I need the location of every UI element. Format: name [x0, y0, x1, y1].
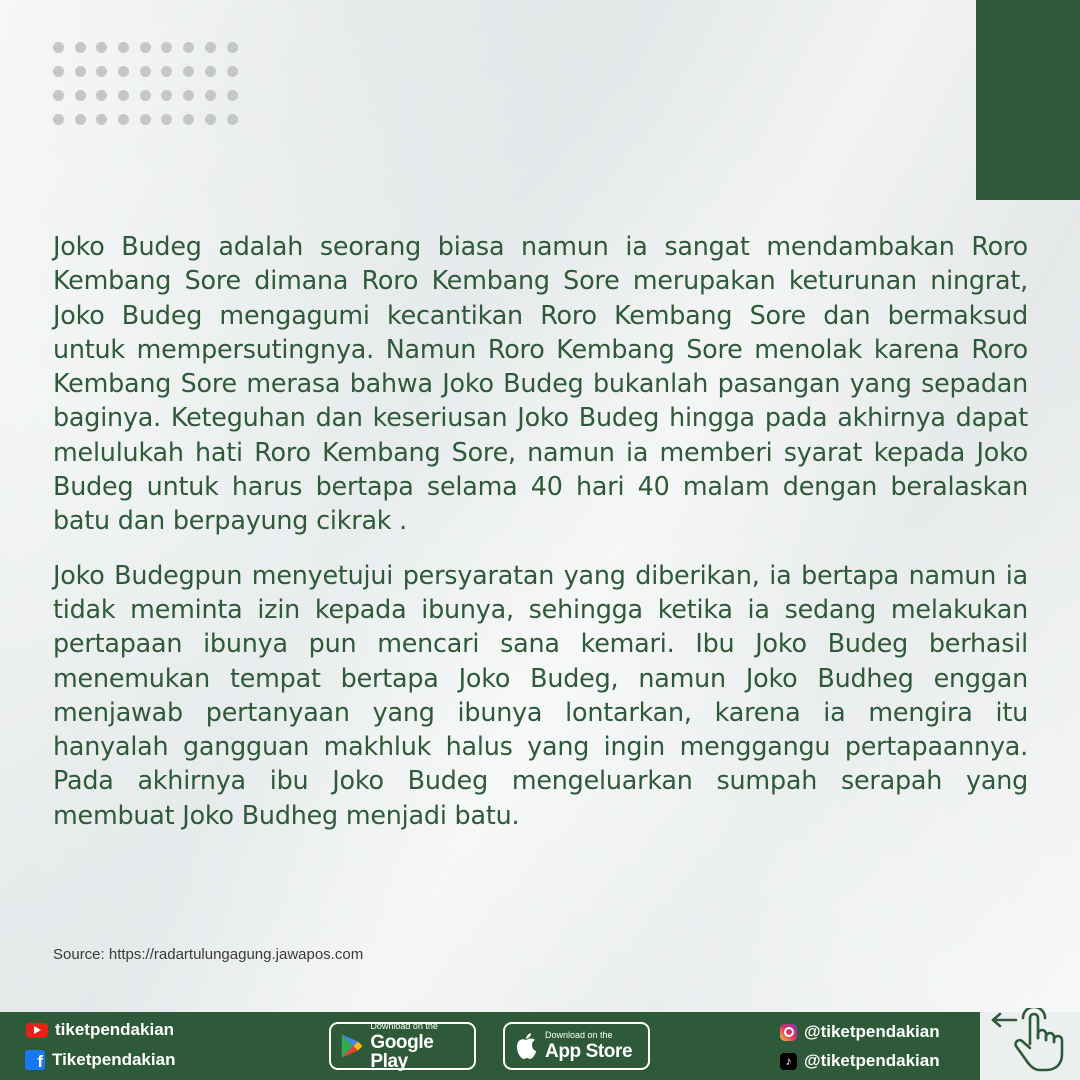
apple-icon — [514, 1032, 538, 1060]
dot — [96, 114, 107, 125]
instagram-handle: @tiketpendakian — [804, 1022, 940, 1041]
facebook-handle: Tiketpendakian — [52, 1050, 176, 1069]
dot — [118, 114, 129, 125]
tiktok-link[interactable] — [780, 1051, 940, 1071]
youtube-icon — [26, 1023, 48, 1038]
youtube-link[interactable] — [26, 1020, 174, 1040]
google-play-subtitle: Download on the — [370, 1020, 438, 1031]
dot — [227, 66, 238, 77]
dot — [183, 42, 194, 53]
tiktok-icon: ♪ — [780, 1053, 797, 1070]
dot — [161, 66, 172, 77]
decorative-dot-grid — [53, 42, 238, 125]
dot — [96, 42, 107, 53]
dot — [96, 90, 107, 101]
dot — [53, 42, 64, 53]
dot — [205, 90, 216, 101]
corner-accent-block — [976, 0, 1080, 200]
dot — [75, 66, 86, 77]
google-play-title: Google Play — [370, 1031, 434, 1072]
dot — [118, 66, 129, 77]
article-body — [53, 229, 1028, 832]
dot — [205, 42, 216, 53]
dot — [140, 66, 151, 77]
dot — [161, 114, 172, 125]
dot — [183, 66, 194, 77]
dot — [140, 90, 151, 101]
dot — [118, 42, 129, 53]
dot — [227, 42, 238, 53]
swipe-hand-icon — [990, 1008, 1066, 1072]
instagram-icon — [780, 1024, 797, 1041]
facebook-icon: f — [25, 1050, 45, 1070]
dot — [183, 114, 194, 125]
article-paragraph-2: Joko Budegpun menyetujui persyaratan yang diberikan, ia bertapa namun ia tidak meminta izin kepada ibunya, sehingga ketika ia sedang melakukan pertapaan ibunya pun mencari sana kemari. Ibu Joko Budeg berhasil menemukan tempat bertapa Joko Budeg, namun Joko Budheg enggan menjawab pertanyaan yang ibunya lontarkan, karena ia mengira itu hanyalah gangguan makhluk halus yang ingin menggangu pertapaannya. Pada akhirnya ibu Joko Budeg mengeluarkan sumpah serapah yang membuat Joko Budheg menjadi batu. — [53, 559, 1028, 830]
app-store-title: App Store — [545, 1041, 633, 1062]
google-play-icon — [340, 1032, 363, 1060]
instagram-link[interactable] — [780, 1022, 940, 1042]
dot — [161, 42, 172, 53]
dot — [75, 42, 86, 53]
dot — [53, 90, 64, 101]
dot — [118, 90, 129, 101]
dot — [205, 114, 216, 125]
dot — [161, 90, 172, 101]
dot — [53, 66, 64, 77]
source-citation: Source: https://radartulungagung.jawapos.com — [53, 946, 364, 963]
dot — [75, 90, 86, 101]
dot — [75, 114, 86, 125]
dot — [140, 114, 151, 125]
facebook-link[interactable] — [25, 1050, 175, 1070]
article-paragraph-1: Joko Budeg adalah seorang biasa namun ia sangat mendambakan Roro Kembang Sore dimana Roro Kembang Sore merupakan keturunan ningrat, Joko Budeg mengagumi kecantikan Roro Kembang Sore dan bermaksud untuk mempersutingnya. Namun Roro Kembang Sore menolak karena Roro Kembang Sore merasa bahwa Joko Budeg bukanlah pasangan yang sepadan baginya. Keteguhan dan keseriusan Joko Budeg hingga pada akhirnya dapat melulukah hati Roro Kembang Sore, namun ia memberi syarat kepada Joko Budeg untuk harus bertapa selama 40 hari 40 malam dengan beralaskan batu dan berpayung cikrak . — [53, 231, 1028, 536]
dot — [227, 114, 238, 125]
app-store-badge[interactable] — [503, 1022, 650, 1070]
dot — [53, 114, 64, 125]
youtube-handle: tiketpendakian — [55, 1020, 175, 1039]
dot — [205, 66, 216, 77]
google-play-badge[interactable] — [329, 1022, 476, 1070]
dot — [96, 66, 107, 77]
dot — [227, 90, 238, 101]
tiktok-handle: @tiketpendakian — [804, 1051, 940, 1070]
app-store-subtitle: Download on the — [545, 1030, 613, 1040]
dot — [140, 42, 151, 53]
dot — [183, 90, 194, 101]
